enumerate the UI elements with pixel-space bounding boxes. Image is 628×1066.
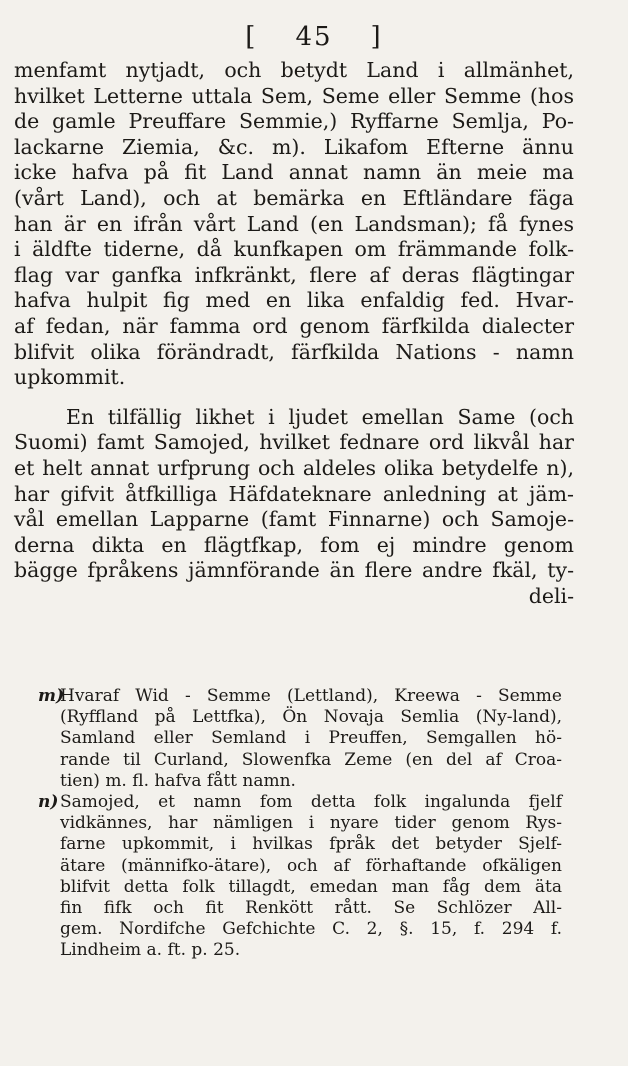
page-header (0, 22, 628, 52)
footnote-line: (Ryffland på Lettfka), Ön Novaja Semlia (Ny-land), (60, 707, 562, 728)
catchword: deli- (528, 583, 574, 608)
paragraph-1 (14, 58, 574, 391)
text-line: et helt annat urfprung och aldeles olika betydelfe n), (14, 455, 574, 480)
footnote-line: vidkännes, har nämligen i nyare tider genom Rys- (60, 813, 562, 834)
footnote-line: Samland eller Semland i Preuffen, Semgallen hö- (60, 728, 562, 749)
footnote-line: gem. Nordifche Gefchichte C. 2, §. 15, f. 294 f. (60, 919, 562, 940)
footnote-line: ätare (männifko-ätare), och af förhaftande ofkäligen (60, 855, 562, 876)
text-line: derna dikta en flägtfkap, fom ej mindre genom (14, 532, 574, 557)
text-line: i äldfte tiderne, då kunfkapen om främmande folk- (14, 237, 574, 262)
footnote-line: tien) m. fl. hafva fått namn. (60, 770, 296, 791)
text-line: menfamt nytjadt, och betydt Land i allmänhet, (14, 58, 574, 82)
paragraph-2 (14, 405, 574, 610)
footnote-line: farne upkommit, i hvilkas fpråk det betyder Sjelf- (60, 834, 562, 855)
footnote-line: rande til Curland, Slowenfka Zeme (en del af Croa- (60, 749, 562, 770)
text-line: de gamle Preuffare Semmie,) Ryffarne Semlja, Po- (14, 109, 574, 134)
text-line: har gifvit åtfkilliga Häfdateknare anledning at jäm- (14, 481, 574, 506)
text-line: vål emellan Lapparne (famt Finnarne) och Samoje- (14, 507, 574, 532)
text-line: icke hafva på fit Land annat namn än meie ma (14, 160, 574, 185)
footnote-n (38, 792, 562, 962)
text-line: hafva hulpit fig med en lika enfaldig fed. Hvar- (14, 288, 574, 313)
main-text (14, 58, 574, 609)
footnote-line: blifvit detta folk tillagdt, emedan man fåg dem äta (60, 876, 562, 897)
footnote-mark: n) (38, 792, 59, 813)
page-number: 45 (295, 22, 333, 52)
text-line: flag var ganfka infkränkt, flere af deras flägtingar (14, 262, 574, 287)
text-line: af fedan, när famma ord genom färfkilda dialecter (14, 313, 574, 338)
footnote-line: fin fifk och fit Renkött rått. Se Schlözer All- (60, 898, 562, 919)
footnote-line: Hvaraf Wid - Semme (Lettland), Kreewa - Semme (60, 686, 562, 706)
text-line: En tilfällig likhet i ljudet emellan Same (och (66, 404, 574, 429)
text-line: han är en ifrån vårt Land (en Landsman); få fynes (14, 211, 574, 236)
footnote-line: Lindheim a. ft. p. 25. (60, 940, 241, 961)
footnote-m (38, 686, 562, 792)
text-line: lackarne Ziemia, &c. m). Likafom Efterne ännu (14, 134, 574, 159)
text-line: Suomi) famt Samojed, hvilket fednare ord likvål har (14, 430, 574, 455)
right-bracket: ] (370, 22, 383, 52)
text-line: bägge fpråkens jämnförande än flere andre fkäl, ty- (14, 558, 574, 583)
text-line: blifvit olika förändradt, färfkilda Nations - namn (14, 339, 574, 364)
text-line: upkommit. (14, 365, 126, 390)
footnote-mark: m) (38, 686, 65, 706)
text-line: (vårt Land), och at bemärka en Eftländare fäga (14, 185, 574, 210)
text-line: hvilket Letterne uttala Sem, Seme eller Semme (hos (14, 83, 574, 108)
footnotes (38, 686, 562, 962)
left-bracket: [ (245, 22, 258, 52)
footnote-line: Samojed, et namn fom detta folk ingalunda fjelf (60, 792, 562, 813)
